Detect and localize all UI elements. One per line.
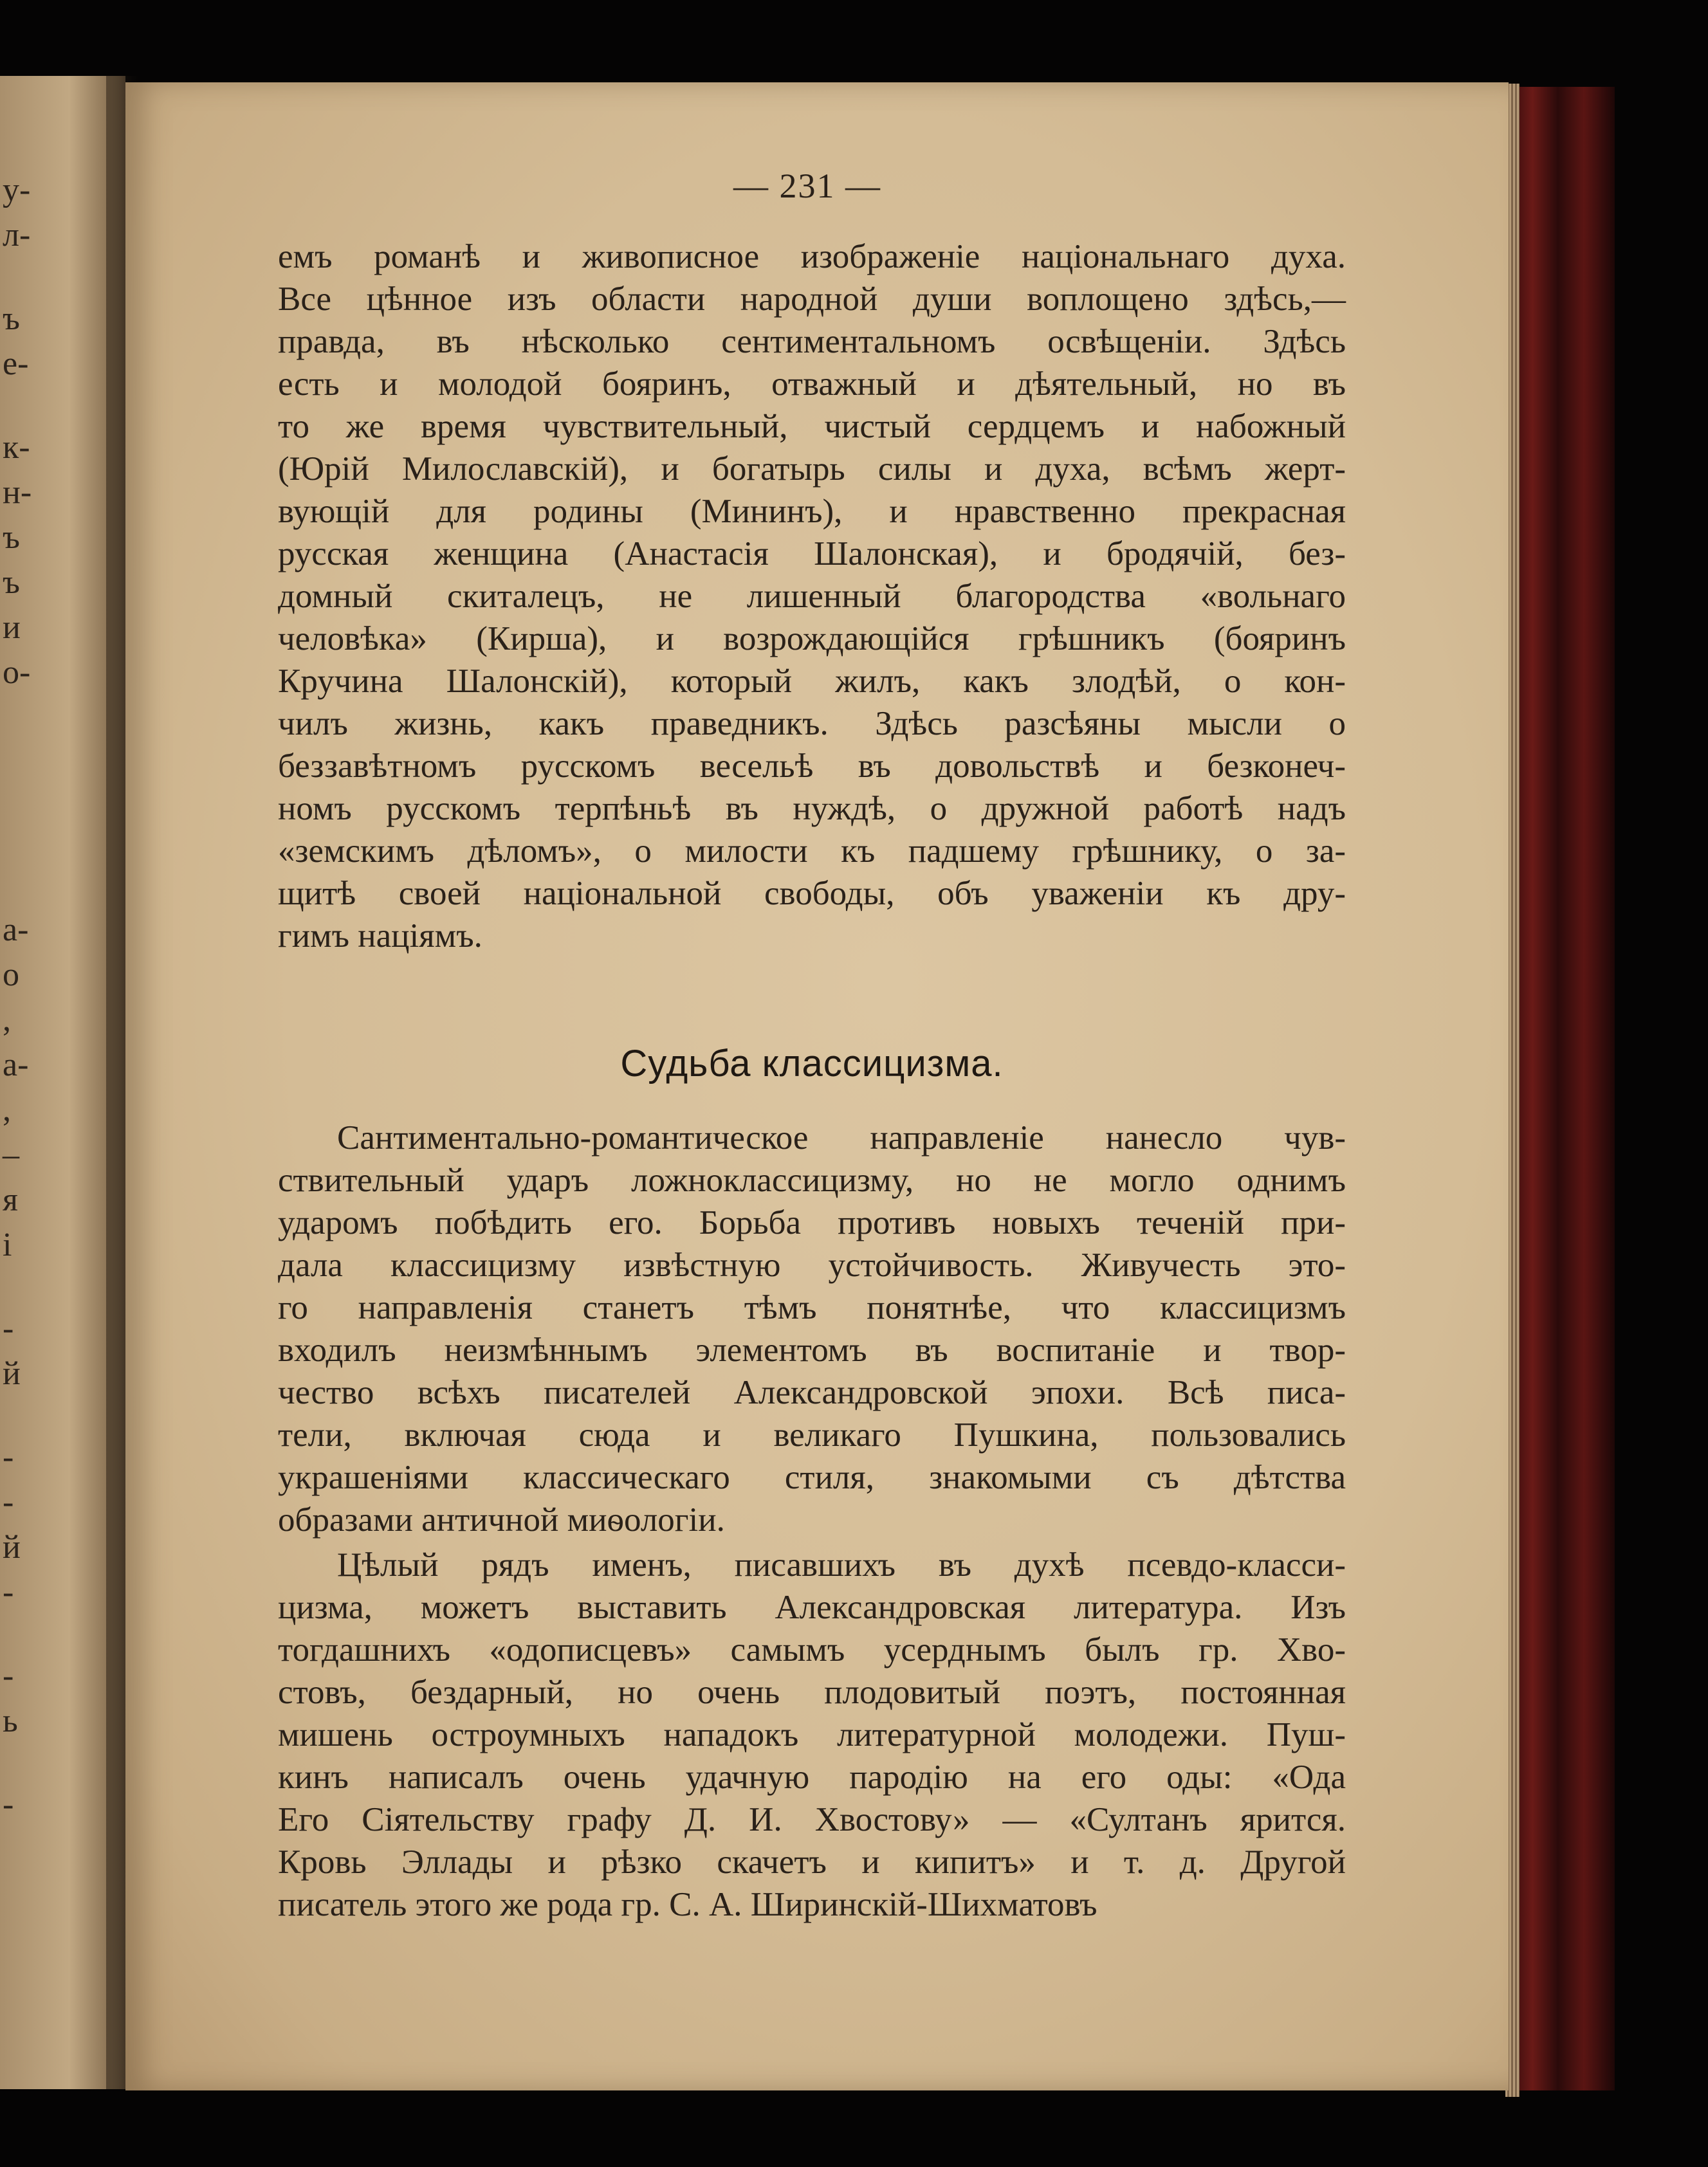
text-line: Все цѣнное изъ области народной души воплощено здѣсь,— [278,280,1346,318]
paragraph-1 [278,1117,1346,1541]
left-page-fragment: ь [3,1703,18,1739]
left-page-fragment: , [3,1092,11,1128]
left-page-fragment: - [3,1439,14,1476]
left-page-fragment: н- [3,474,32,511]
text-line: стовъ, бездарный, но очень плодовитый поэтъ, постоянная [278,1674,1346,1711]
text-line: щитѣ своей національной свободы, объ уваженіи къ дру- [278,875,1346,912]
text-line: цизма, можетъ выставить Александровская литература. Изъ [278,1589,1346,1626]
text-line: украшеніями классическаго стиля, знакомыми съ дѣтства [278,1459,1346,1496]
left-page-fragment: о [3,956,19,993]
left-page-fragment: - [3,1786,14,1823]
text-line: писатель этого же рода гр. С. А. Ширинскій-Шихматовъ [278,1886,1097,1923]
left-page-fragment: ъ [3,300,20,337]
text-line: дала классицизму извѣстную устойчивость. Живучесть это- [278,1247,1346,1284]
left-page-fragment: е- [3,345,29,382]
left-page-fragment: а- [3,911,29,948]
left-page-fragment: ъ [3,519,20,556]
section-heading: Судьба классицизма. [620,1043,1004,1084]
text-line: правда, въ нѣсколько сентиментальномъ освѣщеніи. Здѣсь [278,323,1346,360]
text-line: ударомъ побѣдить его. Борьба противъ новыхъ теченій при- [278,1204,1346,1241]
left-page-fragment: у- [3,172,31,208]
text-line: Кровь Эллады и рѣзко скачетъ и кипитъ» и т. д. Другой [278,1843,1346,1881]
text-line: то же время чувствительный, чистый сердцемъ и набожный [278,408,1346,445]
left-page-fragment: й [3,1355,21,1392]
text-line: вующій для родины (Мининъ), и нравственно прекрасная [278,493,1346,530]
text-line: гимъ націямъ. [278,917,482,955]
text-line: человѣка» (Кирша), и возрождающійся грѣшникъ (бояринъ [278,620,1346,657]
text-line: емъ романѣ и живописное изображеніе національнаго духа. [278,238,1346,275]
book-cover-edge [1512,87,1615,2090]
left-page-fragment: я [3,1182,18,1218]
text-line: Цѣлый рядъ именъ, писавшихъ въ духѣ псевдо-класси- [337,1546,1346,1584]
left-page-fragment: і [3,1227,12,1263]
text-line: го направленія станетъ тѣмъ понятнѣе, что классицизмъ [278,1289,1346,1326]
text-line: мишень остроумныхъ нападокъ литературной молодежи. Пуш- [278,1716,1346,1753]
text-line: есть и молодой бояринъ, отважный и дѣятельный, но въ [278,365,1346,403]
text-line: Кручина Шалонскій), который жилъ, какъ злодѣй, о кон- [278,663,1346,700]
text-line: ствительный ударъ ложноклассицизму, но не могло однимъ [278,1162,1346,1199]
text-line: образами античной миѳологіи. [278,1501,725,1539]
page-number: — 231 — [733,167,881,205]
text-line: тели, включая сюда и великаго Пушкина, пользовались [278,1416,1346,1454]
left-page-fragment: и [3,609,21,646]
paragraph-2 [278,1544,1346,1926]
left-page-fragment: ъ [3,564,20,601]
text-line: Его Сіятельству графу Д. И. Хвостову» — «Султанъ ярится. [278,1801,1346,1838]
text-line: домный скиталецъ, не лишенный благородства «вольнаго [278,578,1346,615]
text-line: входилъ неизмѣннымъ элементомъ въ воспитаніе и твор- [278,1331,1346,1369]
text-line: беззавѣтномъ русскомъ весельѣ въ довольствѣ и безконеч- [278,747,1346,785]
left-page-fragment: а- [3,1047,29,1083]
text-line: кинъ написалъ очень удачную пародію на его оды: «Ода [278,1759,1346,1796]
left-page-fragment: л- [3,217,31,253]
left-page-fragment: о- [3,654,31,691]
text-line: чество всѣхъ писателей Александровской эпохи. Всѣ писа- [278,1374,1346,1411]
text-line: чилъ жизнь, какъ праведникъ. Здѣсь разсѣяны мысли о [278,705,1346,742]
section-body [278,1117,1346,1926]
left-page-fragment: - [3,1310,14,1347]
left-page-fragment: - [3,1484,14,1521]
text-line: русская женщина (Анастасія Шалонская), и бродячій, без- [278,535,1346,572]
text-line: «земскимъ дѣломъ», о милости къ падшему грѣшнику, о за- [278,832,1346,870]
left-page-fragment: й [3,1529,21,1566]
text-line: тогдашнихъ «одописцевъ» самымъ усерднымъ былъ гр. Хво- [278,1631,1346,1669]
text-line: номъ русскомъ терпѣньѣ въ нуждѣ, о дружной работѣ надъ [278,790,1346,827]
left-page-fragment: – [3,1137,19,1173]
left-page-fragment: - [3,1658,14,1694]
left-page-fragment: - [3,1574,14,1611]
text-line: (Юрій Милославскій), и богатырь силы и духа, всѣмъ жерт- [278,450,1346,488]
text-line: Сантиментально-романтическое направленіе нанесло чув- [337,1119,1346,1157]
opening-paragraph [278,235,1346,957]
left-page-fragment: , [3,1001,11,1038]
left-page-fragment: к- [3,429,30,466]
